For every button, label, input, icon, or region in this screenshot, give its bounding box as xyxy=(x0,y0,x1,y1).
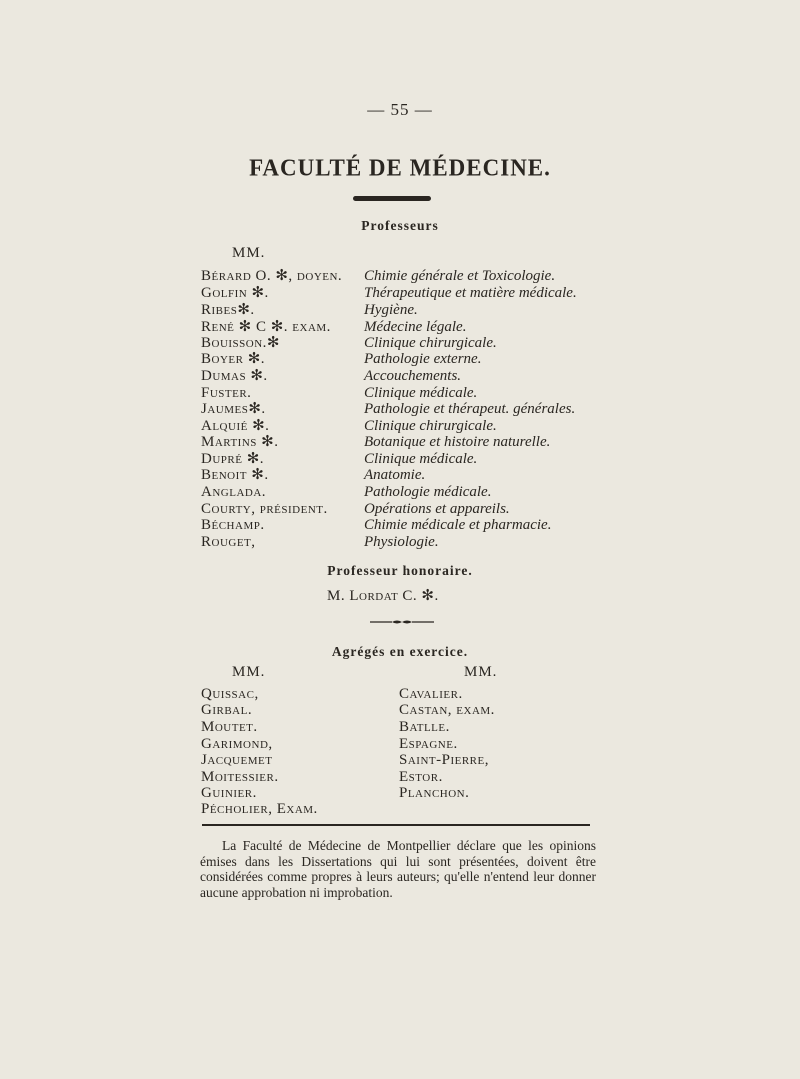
honorary-name: M. Lordat C. ✻. xyxy=(327,588,439,604)
agrege-name: Batlle. xyxy=(399,719,450,735)
professor-name: Golfin ✻. xyxy=(201,285,269,301)
disclaimer-note: La Faculté de Médecine de Montpellier déclare que les opinions émises dans les Dissertations qui lui sont présentées, doivent être considérées comme propres à leurs auteurs; qu'elle n'entend leur donner aucune approbation ni improbation. xyxy=(200,838,596,900)
professor-name: Alquié ✻. xyxy=(201,418,270,434)
page-title: FACULTÉ DE MÉDECINE. xyxy=(249,154,551,181)
bottom-rule xyxy=(202,824,590,826)
agrege-name: Planchon. xyxy=(399,785,470,801)
agrege-name: Estor. xyxy=(399,769,443,785)
professor-name: Béchamp. xyxy=(201,517,265,533)
professor-name: Bérard O. ✻, doyen. xyxy=(201,268,343,284)
professor-subject: Chimie générale et Toxicologie. xyxy=(364,268,556,284)
agrege-name: Moutet. xyxy=(201,719,258,735)
professors-mm-label: MM. xyxy=(232,245,266,261)
agreges-mm-left: MM. xyxy=(232,664,266,680)
professor-subject: Accouchements. xyxy=(364,368,462,384)
professor-subject: Clinique médicale. xyxy=(364,451,478,467)
professor-name: Ribes✻. xyxy=(201,302,255,318)
agrege-name: Garimond, xyxy=(201,736,273,752)
professor-name: Martins ✻. xyxy=(201,434,279,450)
agrege-name: Castan, exam. xyxy=(399,702,495,718)
professor-name: Dumas ✻. xyxy=(201,368,268,384)
professor-subject: Chimie médicale et pharmacie. xyxy=(364,517,552,533)
agrege-name: Moitessier. xyxy=(201,769,279,785)
agrege-name: Espagne. xyxy=(399,736,458,752)
agrege-name: Guinier. xyxy=(201,785,257,801)
agreges-mm-right: MM. xyxy=(464,664,498,680)
professor-subject: Hygiène. xyxy=(364,302,418,318)
professor-subject: Opérations et appareils. xyxy=(364,501,510,517)
professor-name: Fuster. xyxy=(201,385,252,401)
title-rule xyxy=(353,196,431,201)
professor-subject: Pathologie externe. xyxy=(364,351,482,367)
professor-subject: Clinique chirurgicale. xyxy=(364,418,497,434)
agrege-name: Girbal. xyxy=(201,702,253,718)
agrege-name: Pécholier, Exam. xyxy=(201,801,318,817)
professor-name: Jaumes✻. xyxy=(201,401,266,417)
professor-name: Benoit ✻. xyxy=(201,467,269,483)
agrege-name: Jacquemet xyxy=(201,752,273,768)
agrege-name: Saint-Pierre, xyxy=(399,752,489,768)
professor-subject: Pathologie médicale. xyxy=(364,484,492,500)
ornament-divider xyxy=(370,619,434,625)
professors-heading: Professeurs xyxy=(361,218,439,233)
professor-subject: Clinique chirurgicale. xyxy=(364,335,497,351)
professor-subject: Anatomie. xyxy=(364,467,426,483)
professor-name: Bouisson.✻ xyxy=(201,335,280,351)
professor-subject: Physiologie. xyxy=(364,534,439,550)
professor-name: René ✻ C ✻. exam. xyxy=(201,319,331,335)
professor-subject: Thérapeutique et matière médicale. xyxy=(364,285,577,301)
agrege-name: Quissac, xyxy=(201,686,259,702)
professor-subject: Clinique médicale. xyxy=(364,385,478,401)
professor-name: Courty, président. xyxy=(201,501,328,517)
honorary-heading: Professeur honoraire. xyxy=(327,563,473,578)
professor-name: Boyer ✻. xyxy=(201,351,266,367)
professor-name: Dupré ✻. xyxy=(201,451,265,467)
professor-subject: Pathologie et thérapeut. générales. xyxy=(364,401,576,417)
professor-name: Anglada. xyxy=(201,484,267,500)
page-number: — 55 — xyxy=(367,100,433,119)
professor-subject: Botanique et histoire naturelle. xyxy=(364,434,551,450)
agrege-name: Cavalier. xyxy=(399,686,463,702)
agreges-heading: Agrégés en exercice. xyxy=(331,644,469,659)
professor-name: Rouget, xyxy=(201,534,256,550)
professor-subject: Médecine légale. xyxy=(364,319,467,335)
